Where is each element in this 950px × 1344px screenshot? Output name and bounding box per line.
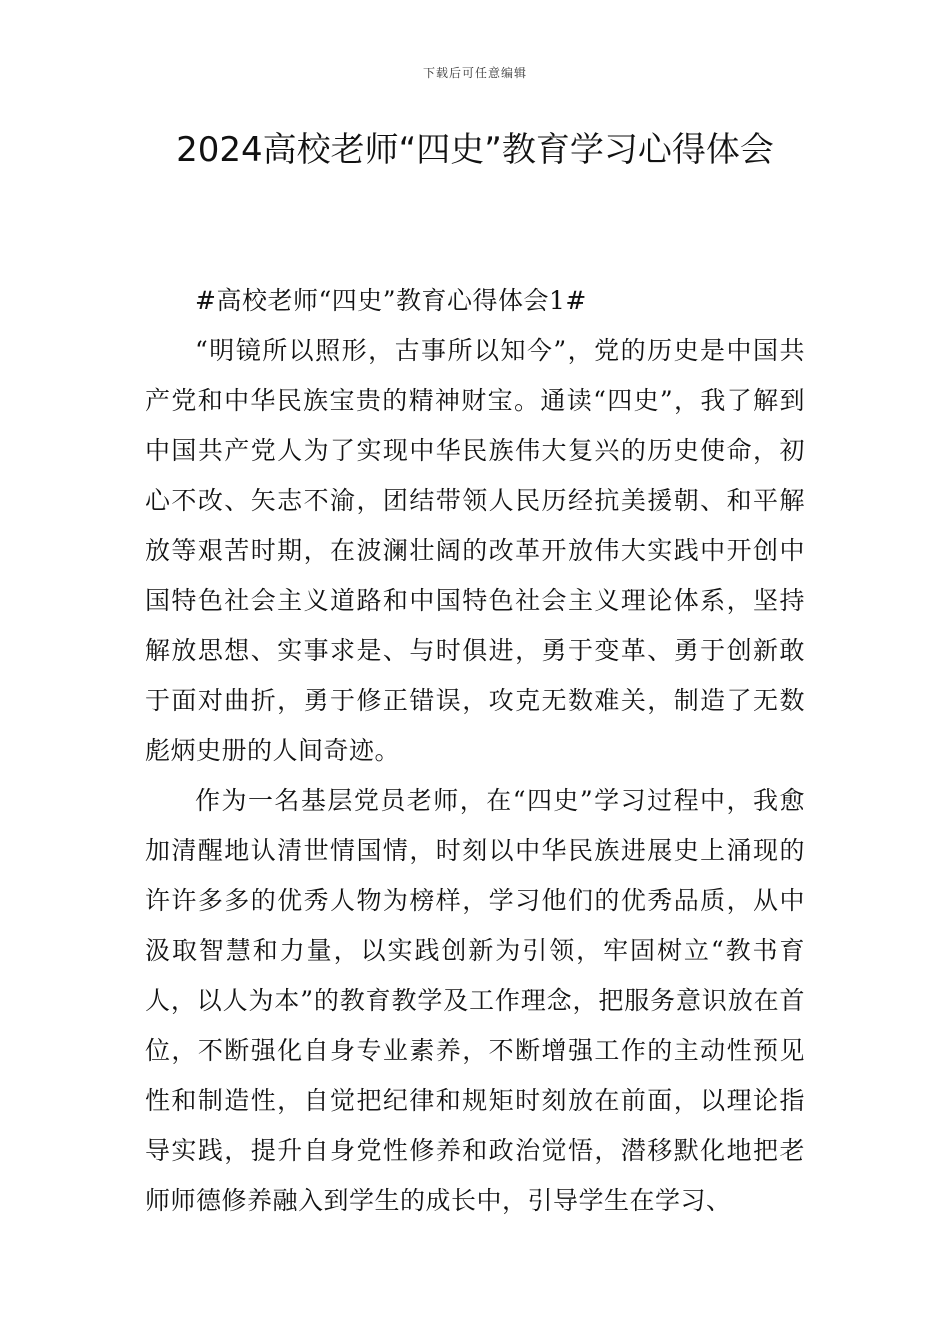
section-heading: #高校老师“四史”教育心得体会1# — [195, 286, 587, 315]
paragraph-1: “明镜所以照形，古事所以知今”，党的历史是中国共产党和中华民族宝贵的精神财宝。通读“四史”，我了解到中国共产党人为了实现中华民族伟大复兴的历史使命，初心不改、矢志不渝，团结带领人民历经抗美援朝、和平解放等艰苦时期，在波澜壮阔的改革开放伟大实践中开创中国特色社会主义道路和中国特色社会主义理论体系，坚持解放思想、实事求是、与时俱进，勇于变革、勇于创新敢于面对曲折，勇于修正错误，攻克无数难关，制造了无数彪炳史册的人间奇迹。 — [145, 336, 805, 765]
header-note: 下载后可任意编辑 — [422, 66, 527, 80]
document-body — [145, 276, 805, 1226]
document-title: 2024高校老师“四史”教育学习心得体会 — [176, 130, 774, 170]
paragraph-2: 作为一名基层党员老师，在“四史”学习过程中，我愈加清醒地认清世情国情，时刻以中华民族进展史上涌现的许许多多的优秀人物为榜样，学习他们的优秀品质，从中汲取智慧和力量，以实践创新为引领，牢固树立“教书育人，以人为本”的教育教学及工作理念，把服务意识放在首位，不断强化自身专业素养，不断增强工作的主动性预见性和制造性，自觉把纪律和规矩时刻放在前面，以理论指导实践，提升自身党性修养和政治觉悟，潜移默化地把老师师德修养融入到学生的成长中，引导学生在学习、 — [145, 786, 805, 1215]
